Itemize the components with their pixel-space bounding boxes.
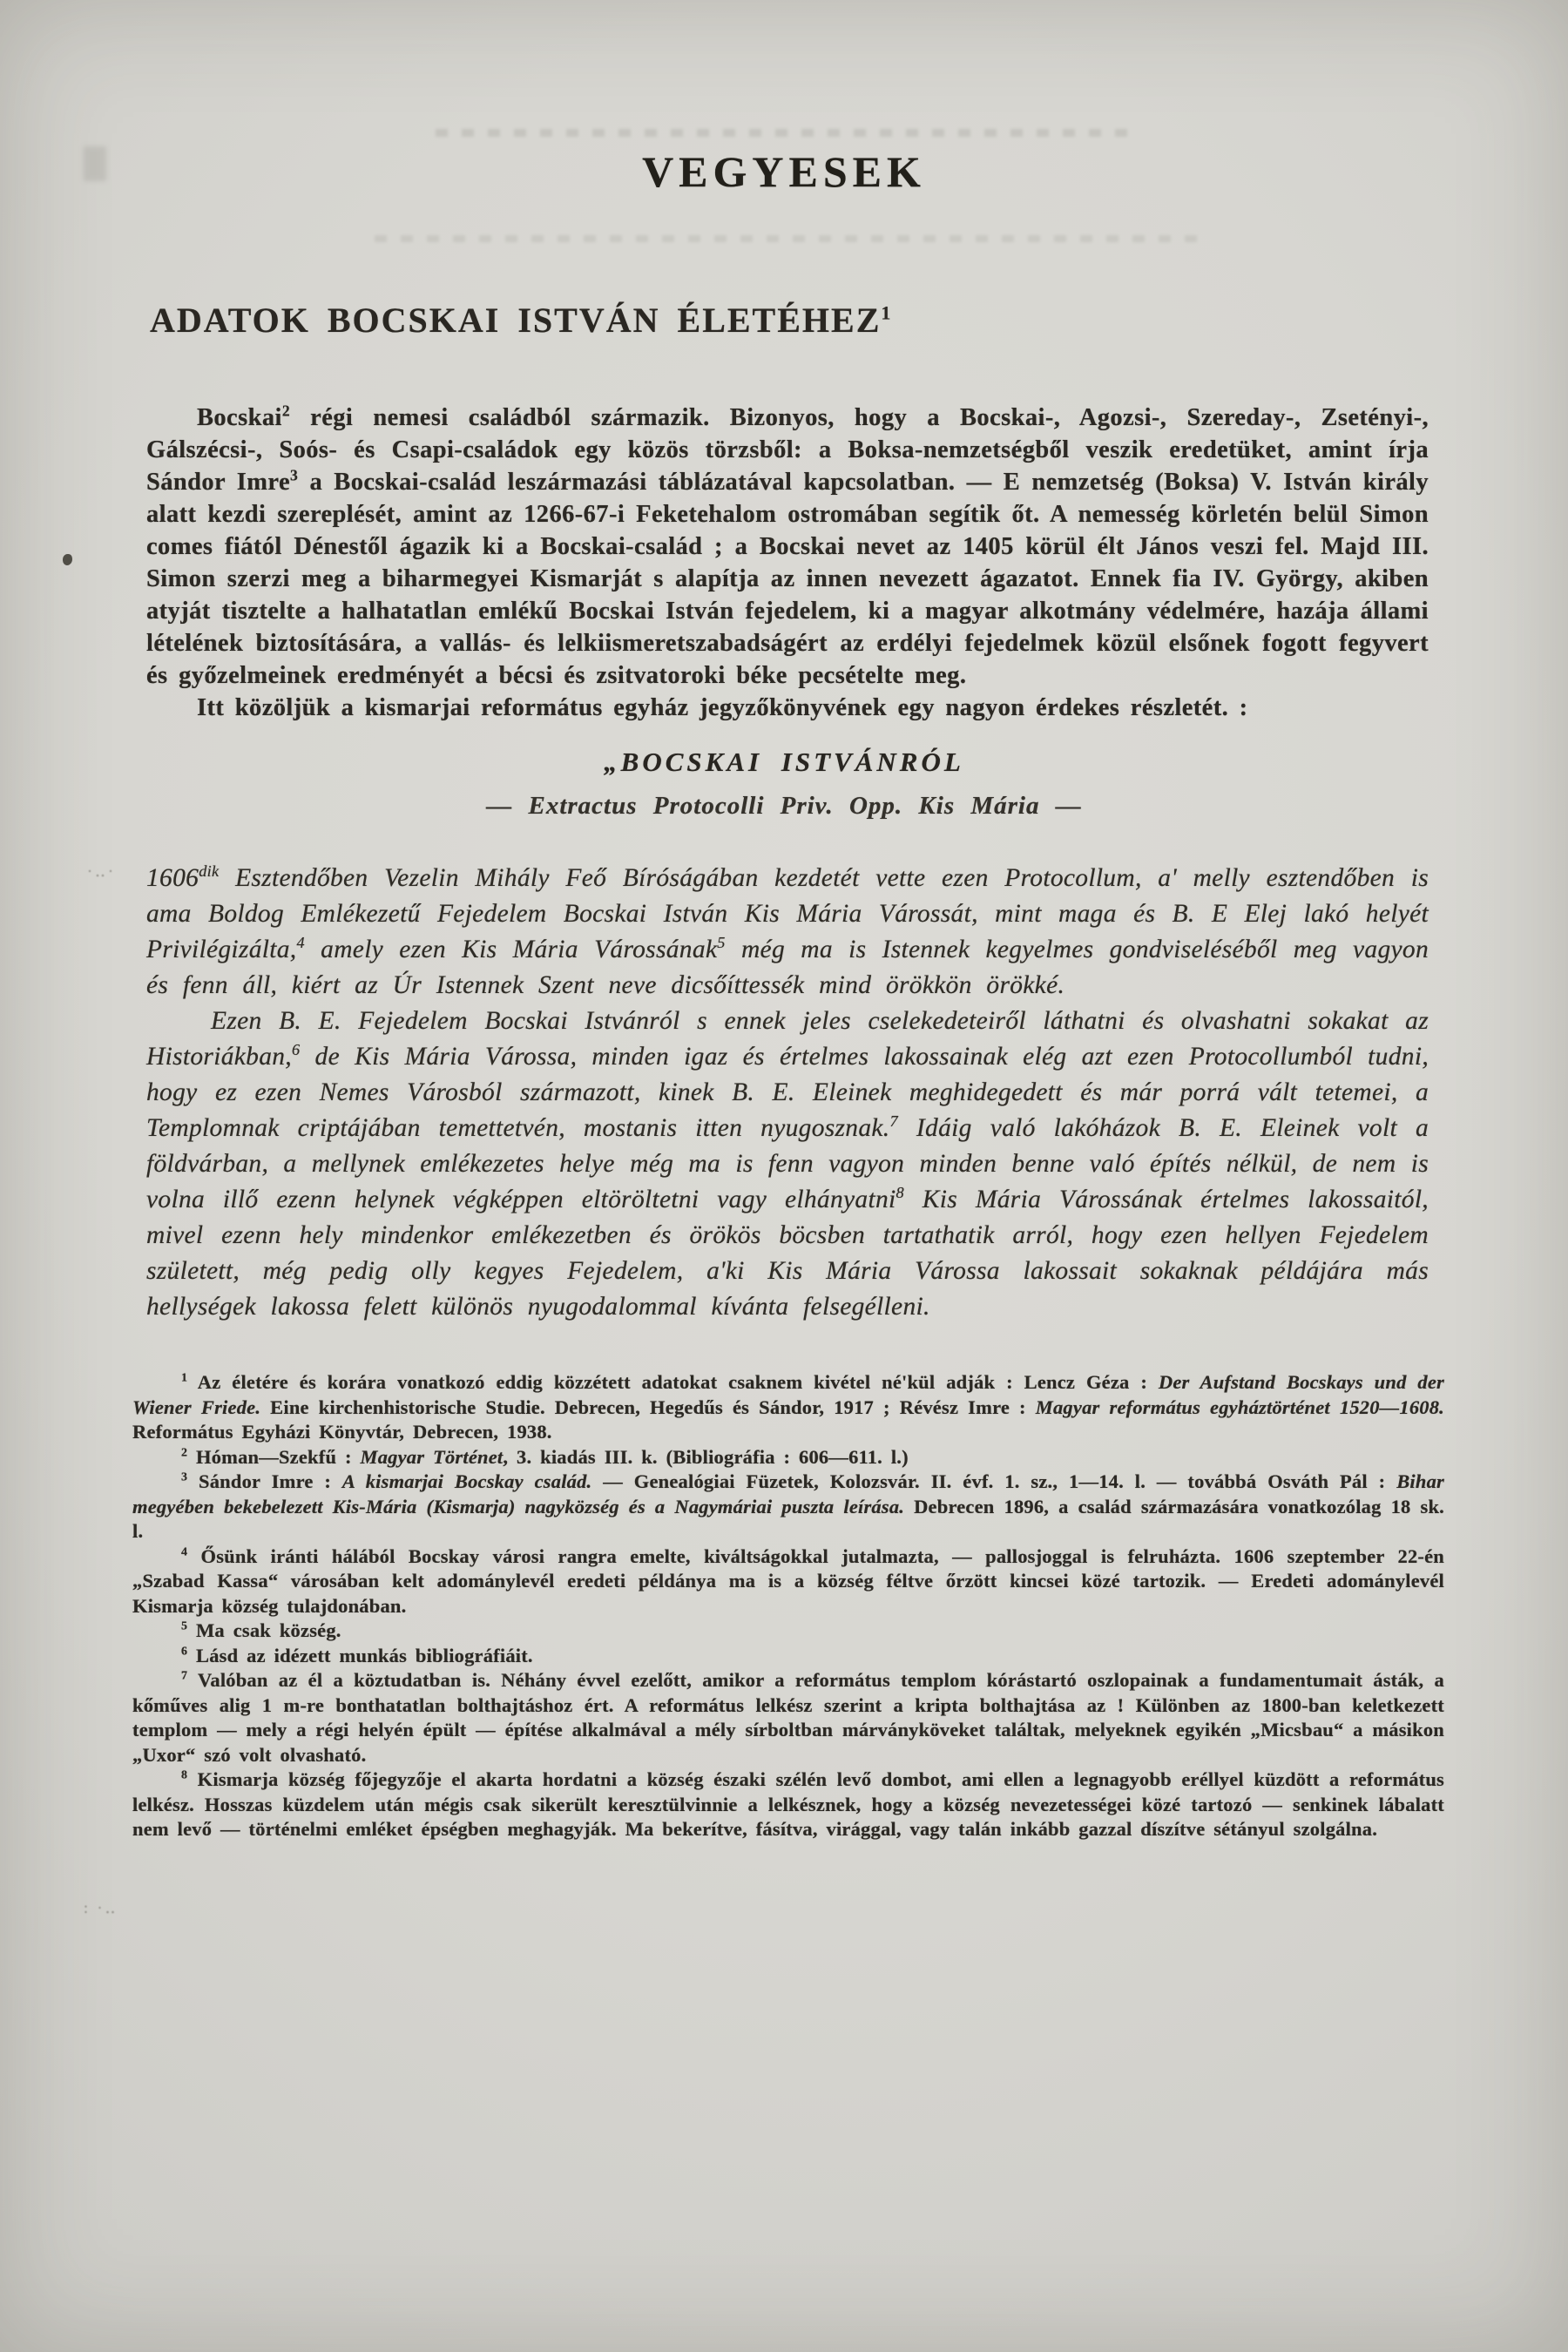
footnote-ref: dik	[199, 862, 220, 881]
footnote-number: 8	[181, 1768, 188, 1782]
footnote-ref: 3	[290, 466, 299, 484]
quote-paragraph	[146, 1004, 1429, 1325]
text-run: Der Aufstand Bocskays und der Wiener Friede.	[132, 1371, 1444, 1418]
text-run: Debrecen 1896, a család származására vonatkozólag 18 sk. l.	[132, 1495, 1444, 1542]
footnote	[132, 1644, 1444, 1669]
text-run: Eine kirchenhistorische Studie. Debrecen, Hegedűs és Sándor, 1917 ; Révész Imre :	[260, 1396, 1036, 1418]
text-run: Bocskai	[197, 404, 282, 431]
footnote-ref: 2	[281, 402, 291, 420]
footnote-ref: 6	[291, 1041, 301, 1059]
footnote	[132, 1544, 1444, 1619]
article-title-text: ADATOK BOCSKAI ISTVÁN ÉLETÉHEZ	[150, 301, 882, 340]
text-run: , 3. kiadás III. k. (Bibliográfia : 606—611. l.)	[503, 1445, 909, 1468]
article-title-footnote-ref: 1	[881, 301, 893, 324]
footnote	[132, 1445, 1444, 1470]
text-run: 1606	[146, 864, 199, 892]
footnote	[132, 1470, 1444, 1544]
quote-subtitle: — Extractus Protocolli Priv. Opp. Kis Mária —	[486, 792, 1082, 820]
text-run: A kismarjai Bocskay család.	[341, 1470, 592, 1492]
text-run: Ezen B. E. Fejedelem Bocskai Istvánról s ennek jeles cselekedeteiről láthatni és olvashatni sokakat az Historiákban,	[146, 1007, 1429, 1071]
footnotes	[132, 1370, 1444, 1842]
text-run: Az életére és korára vonatkozó eddig közzétett adatokat csaknem kivétel né'kül adják : Lencz Géza :	[197, 1371, 1159, 1393]
text-run: Esztendőben Vezelin Mihály Feő Bíróságában kezdetét vette ezen Protocollum, a' melly esztendőben is ama Boldog Emlékezetű Fejedelem Bocskai István Kis Mária Várossát, mint maga és B. E Elej lakó helyét Privilégizálta,	[146, 864, 1429, 963]
paragraph	[146, 692, 1429, 724]
footnote-ref: 8	[896, 1184, 904, 1202]
footnote-number: 7	[181, 1669, 188, 1683]
scan-artifact	[375, 235, 1202, 242]
text-run: Bihar megyében bekebelezett Kis-Mária (Kismarja) nagyközség és a Nagymáriai puszta leírása.	[132, 1470, 1444, 1517]
scan-artifact: ·‥·	[87, 862, 116, 880]
scan-artifact	[63, 554, 72, 565]
footnote-number: 5	[181, 1619, 188, 1633]
footnote	[132, 1668, 1444, 1767]
footnote-ref: 7	[889, 1112, 898, 1131]
text-run: Hóman—Szekfű :	[196, 1445, 361, 1468]
article-title	[150, 300, 1568, 341]
text-run: — Genealógiai Füzetek, Kolozsvár. II. évf. 1. sz., 1—14. l. — továbbá Osváth Pál :	[591, 1470, 1397, 1492]
text-run: Református Egyházi Könyvtár, Debrecen, 1938.	[132, 1421, 552, 1443]
intro-paragraphs	[146, 402, 1429, 724]
paragraph	[146, 402, 1429, 692]
text-run: Ősünk iránti hálából Bocskay városi rangra emelte, kiváltságokkal jutalmazta, — pallosjoggal is felruházta. 1606 szeptember 22-én „Szabad Kassa“ városában kelt adománylevél eredeti példánya ma is a község féltve őrzött kincsei közé tartozik. — Eredeti adománylevél Kismarja község tulajdonában.	[132, 1544, 1444, 1617]
text-run: de Kis Mária Várossa, minden igaz és értelmes lakossainak elég azt ezen Protocollumból tudni, hogy ez ezen Nemes Városból származott, kinek B. E. Eleinek meghidegedett és már porrá vált tetemei, a Templomnak criptájában temettetvén, mostanis itten nyugosznak.	[146, 1043, 1429, 1142]
text-run: Kismarja község főjegyzője el akarta hordatni a község északi szélén levő dombot, ami ellen a legnagyobb eréllyel küzdött a református lelkész. Hosszas küzdelem után mégis csak sikerült keresztülvinnie a lelkésznek, hogy a község nevezetességei közé tartozó — senkinek lábalatt nem levő — történelmi emléket épségben meghagyják. Ma bekerítve, fásítva, virággal, vagy talán inkább gazzal díszítve sétányul szolgálna.	[132, 1768, 1445, 1840]
footnote-number: 4	[181, 1545, 188, 1558]
footnote-number: 1	[181, 1371, 188, 1385]
text-run: Sándor Imre :	[199, 1470, 342, 1492]
quote-paragraph	[146, 861, 1429, 1004]
quote-title: „BOCSKAI ISTVÁNRÓL	[604, 747, 964, 777]
footnote-number: 3	[181, 1470, 188, 1484]
footnote-ref: 4	[296, 934, 305, 952]
text-run: Itt közöljük a kismarjai református egyház jegyzőkönyvének egy nagyon érdekes részletét. :	[197, 694, 1248, 721]
footnote	[132, 1619, 1444, 1644]
footnote	[132, 1767, 1444, 1842]
text-run: Magyar református egyháztörténet 1520—1608.	[1035, 1396, 1444, 1418]
section-title: VEGYESEK	[642, 147, 926, 196]
text-run: Idáig való lakóházok B. E. Eleinek volt a földvárban, a mellynek emlékezetes helye még ma is fenn vagyon minden benne való építés nélkül, de nem is volna illő ezenn helynek végképpen eltöröltetni vagy elhányatni	[146, 1114, 1429, 1213]
text-run: régi nemesi családból származik. Bizonyos, hogy a Bocskai-, Agozsi-, Szereday-, Zsetényi-, Gálszécsi-, Soós- és Csapi-családok egy közös törzsből: a Boksa-nemzetségből veszik eredetüket, amint írja Sándor Imre	[146, 404, 1429, 496]
footnote-number: 6	[181, 1645, 188, 1658]
text-run: még ma is Istennek kegyelmes gondviseléséből meg vagyon és fenn áll, kiért az Úr Istennek Szent neve dicsőíttessék mind örökkön örökké.	[146, 936, 1429, 999]
text-run: Kis Mária Várossának értelmes lakossaitól, mivel ezenn hely mindenkor emlékezetben és örökös böcsben tartathatik arról, hogy ezen hellyen Fejedelem született, még pedig olly kegyes Fejedelem, a'ki Kis Mária Várossa lakossait sokaknak példájára más hellységek lakossa felett különös nyugodalommal kívánta felsegélleni.	[146, 1186, 1429, 1321]
footnote	[132, 1370, 1444, 1445]
scan-artifact: : ·‥	[84, 1899, 118, 1916]
footnote-number: 2	[181, 1446, 188, 1459]
text-run: amely ezen Kis Mária Várossának	[304, 936, 718, 963]
text-run: Lásd az idézett munkás bibliográfiáit.	[196, 1644, 533, 1666]
footnote-ref: 5	[717, 934, 726, 952]
text-run: Ma csak község.	[196, 1619, 341, 1641]
text-run: a Bocskai-család leszármazási táblázatával kapcsolatban. — E nemzetség (Boksa) V. István király alatt kezdi szereplését, amint az 1266-67-i Feketehalom ostromában segítik őt. A nemesség körletén belül Simon comes fiától Dénestől ágazik ki a Bocskai-család ; a Bocskai nevet az 1405 körül élt János veszi fel. Majd III. Simon szerzi meg a biharmegyei Kismarját s alapítja az innen nevezett ágazatot. Ennek fia IV. György, akiben atyját tisztelte a halhatatlan emlékű Bocskai István fejedelem, ki a magyar alkotmány védelmére, hazája állami lételének biztosítására, a vallás- és lelkiismeretszabadságért az erdélyi fejedelmek közül elsőnek fogott fegyvert és győzelmeinek eredményét a bécsi és zsitvatoroki béke pecsételte meg.	[146, 469, 1429, 689]
text-run: Valóban az él a köztudatban is. Néhány évvel ezelőtt, amikor a református templom kórástartó oszlopainak a fundamentumait ásták, a kőműves alig 1 m-re bonthatatlan bolthajtáshoz ért. A református lelkész szerint a kripta bolthajtása az ! Különben az 1800-ban keletkezett templom — mely a régi helyén épült — építése alkalmával a mély sírboltban márványköveket találtak, melyeknek egyikén „Micsbau“ a másikon „Uxor“ szó volt olvasható.	[132, 1669, 1445, 1766]
quote-paragraphs	[146, 861, 1429, 1325]
text-run: Magyar Történet	[360, 1445, 504, 1468]
